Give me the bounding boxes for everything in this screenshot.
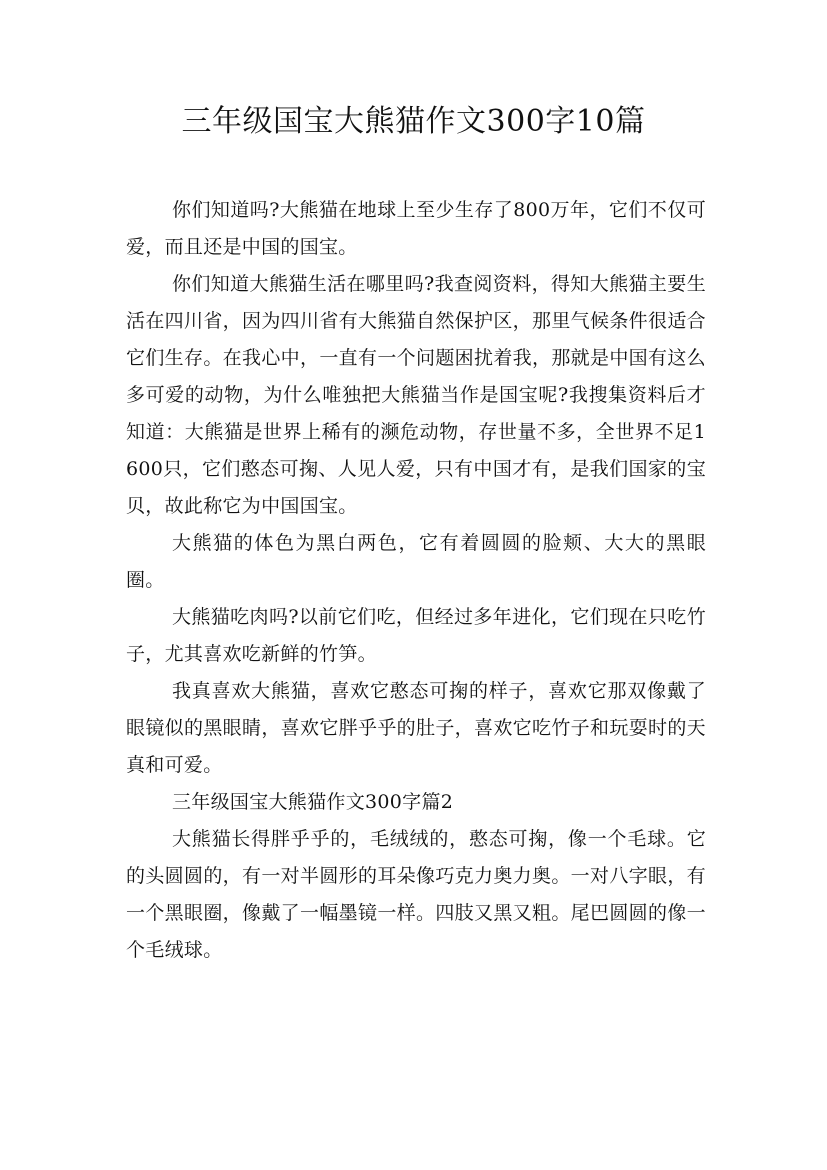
paragraph-affection: 我真喜欢大熊猫，喜欢它憨态可掬的样子，喜欢它那双像戴了眼镜似的黑眼睛，喜欢它胖乎乎的肚子，喜欢它吃竹子和玩耍时的天真和可爱。 xyxy=(126,680,706,776)
essay-2-heading: 三年级国宝大熊猫作文300字篇2 xyxy=(172,791,454,813)
paragraph-intro: 你们知道吗?大熊猫在地球上至少生存了800万年，它们不仅可爱，而且还是中国的国宝。 xyxy=(126,199,706,258)
paragraph-diet: 大熊猫吃肉吗?以前它们吃，但经过多年进化，它们现在只吃竹子，尤其喜欢吃新鲜的竹笋。 xyxy=(126,606,706,665)
paragraph-habitat: 你们知道大熊猫生活在哪里吗?我查阅资料，得知大熊猫主要生活在四川省，因为四川省有大熊猫自然保护区，那里气候条件很适合它们生存。在我心中，一直有一个问题困扰着我，那就是中国有这么多可爱的动物，为什么唯独把大熊猫当作是国宝呢?我搜集资料后才知道：大熊猫是世界上稀有的濒危动物，存世量不多，全世界不足1600只，它们憨态可掬、人见人爱，只有中国才有，是我们国家的宝贝，故此称它为中国国宝。 xyxy=(126,273,706,517)
document-title: 三年级国宝大熊猫作文300字10篇 xyxy=(181,104,646,139)
document-body xyxy=(126,192,706,969)
paragraph-essay-2-body: 大熊猫长得胖乎乎的，毛绒绒的，憨态可掬，像一个毛球。它的头圆圆的，有一对半圆形的耳朵像巧克力奥力奥。一对八字眼，有一个黑眼圈，像戴了一幅墨镜一样。四肢又黑又粗。尾巴圆圆的像一个毛绒球。 xyxy=(126,828,706,961)
paragraph-appearance: 大熊猫的体色为黑白两色，它有着圆圆的脸颊、大大的黑眼圈。 xyxy=(126,532,706,591)
